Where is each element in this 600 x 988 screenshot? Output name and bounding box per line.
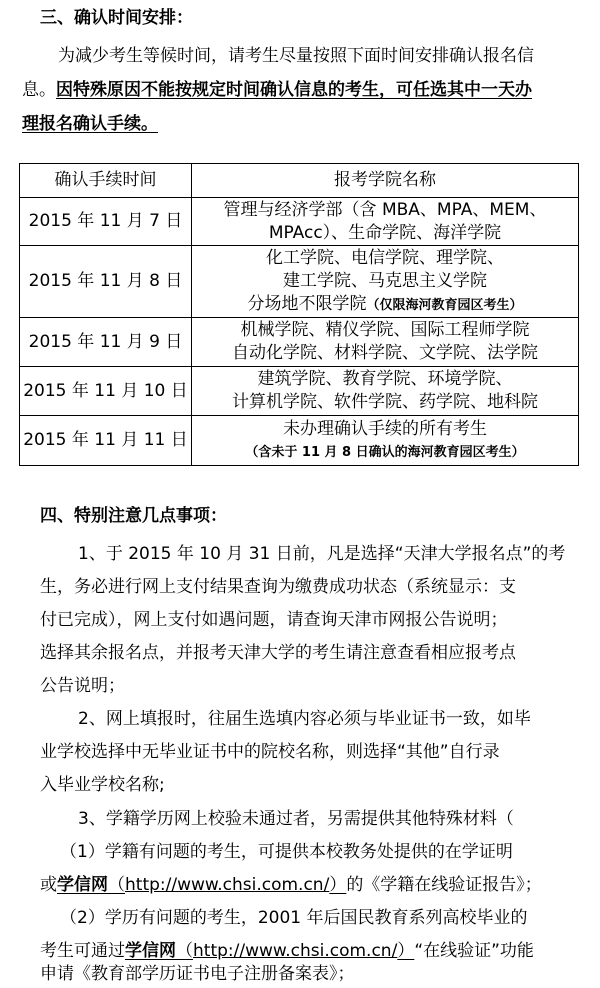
section3-paragraph-line2 (22, 76, 532, 104)
row-date: 2015 年 11 月 9 日 (20, 318, 192, 367)
row-colleges (192, 198, 579, 246)
college-line: 化工学院、电信学院、理学院、 (266, 247, 504, 268)
row-colleges (192, 416, 579, 466)
table-header-row (20, 164, 579, 198)
item2-line: 入毕业学校名称; (40, 775, 165, 795)
college-line: 未办理确认手续的所有考生 (283, 418, 487, 439)
table-row (20, 318, 579, 367)
chsi-link[interactable]: http://www.chsi.com.cn/ (193, 941, 398, 961)
sub1-line2 (40, 871, 542, 899)
college-line: 建筑学院、教育学院、环境学院、 (257, 369, 513, 389)
college-line: 建工学院、马克思主义学院 (283, 270, 487, 291)
row-date: 2015 年 11 月 8 日 (20, 246, 192, 318)
section3-notice-bold: 因特殊原因不能按规定时间确认信息的考生，可任选其中一天办 (56, 80, 532, 100)
college-line: 计算机学院、软件学院、药学院、地科院 (232, 392, 538, 412)
xuexin-site-name: 学信网 (125, 941, 176, 961)
sub2-text: 考生可通过 (40, 941, 125, 961)
table-row (20, 198, 579, 246)
college-line: MPAcc）、生命学院、海洋学院 (268, 222, 502, 243)
section4-heading: 四、特别注意几点事项： (40, 506, 227, 526)
row-colleges (192, 318, 579, 367)
section3-notice-bold-line3: 理报名确认手续。 (22, 114, 158, 134)
sub2-line3: 申请《教育部学历证书电子注册备案表》； (40, 964, 355, 984)
table-row (20, 416, 579, 466)
sub1-line1: （1）学籍有问题的考生，可提供本校教务处提供的在学证明 (60, 842, 513, 862)
item3-line: 3、学籍学历网上校验未通过者，另需提供其他特殊材料（ (78, 809, 514, 829)
sub1-text: 的《学籍在线验证报告》； (346, 875, 542, 895)
college-note: （仅限海河教育园区考生） (366, 297, 523, 313)
item1-line: 选择其余报名点，并报考天津大学的考生请注意查看相应报考点 (40, 643, 516, 663)
row-colleges (192, 246, 579, 318)
college-line: 机械学院、精仪学院、国际工程师学院 (240, 320, 530, 340)
item1-line: 公告说明； (40, 676, 125, 696)
chsi-link[interactable]: http://www.chsi.com.cn/ (125, 875, 330, 895)
college-text: 分场地不限学院 (247, 293, 367, 314)
table-row (20, 367, 579, 416)
college-note: （含未于 11 月 8 日确认的海河教育园区考生） (245, 444, 525, 460)
sub2-text: “在线验证”功能 (414, 941, 534, 961)
paren-close: ） (397, 941, 415, 961)
section3-paragraph-line1: 为减少考生等候时间，请考生尽量按照下面时间安排确认报名信 (58, 46, 534, 66)
header-time: 确认手续时间 (20, 164, 192, 198)
row-date: 2015 年 11 月 10 日 (20, 367, 192, 416)
schedule-table (19, 163, 579, 466)
item1-line: 生，务必进行网上支付结果查询为缴费成功状态（系统显示：支 (40, 577, 516, 597)
xuexin-site-name: 学信网 (57, 875, 108, 895)
row-colleges (192, 367, 579, 416)
paren-open: （ (108, 875, 125, 895)
college-line: 管理与经济学部（含 MBA、MPA、MEM、 (223, 199, 547, 220)
item1-line: 付已完成），网上支付如遇问题，请查询天津市网报公告说明； (40, 610, 508, 630)
table-row (20, 246, 579, 318)
sub1-text: 或 (40, 875, 57, 895)
college-line: 自动化学院、材料学院、文学院、法学院 (232, 343, 538, 363)
item2-line: 2、网上填报时，往届生选填内容必须与毕业证书一致，如毕 (78, 709, 531, 729)
section3-text-normal: 息。 (22, 80, 56, 100)
college-line (194, 293, 576, 317)
header-college: 报考学院名称 (192, 164, 579, 198)
item2-line: 业学校选择中无毕业证书中的院校名称，则选择“其他”自行录 (40, 742, 500, 762)
sub2-line1: （2）学历有问题的考生，2001 年后国民教育系列高校毕业的 (60, 908, 528, 928)
item1-line: 1、于 2015 年 10 月 31 日前，凡是选择“天津大学报名点”的考 (78, 544, 566, 564)
section3-heading: 三、确认时间安排： (40, 8, 193, 28)
row-date: 2015 年 11 月 7 日 (20, 198, 192, 246)
row-date: 2015 年 11 月 11 日 (20, 416, 192, 466)
paren-close: ） (329, 875, 347, 895)
paren-open: （ (176, 941, 193, 961)
